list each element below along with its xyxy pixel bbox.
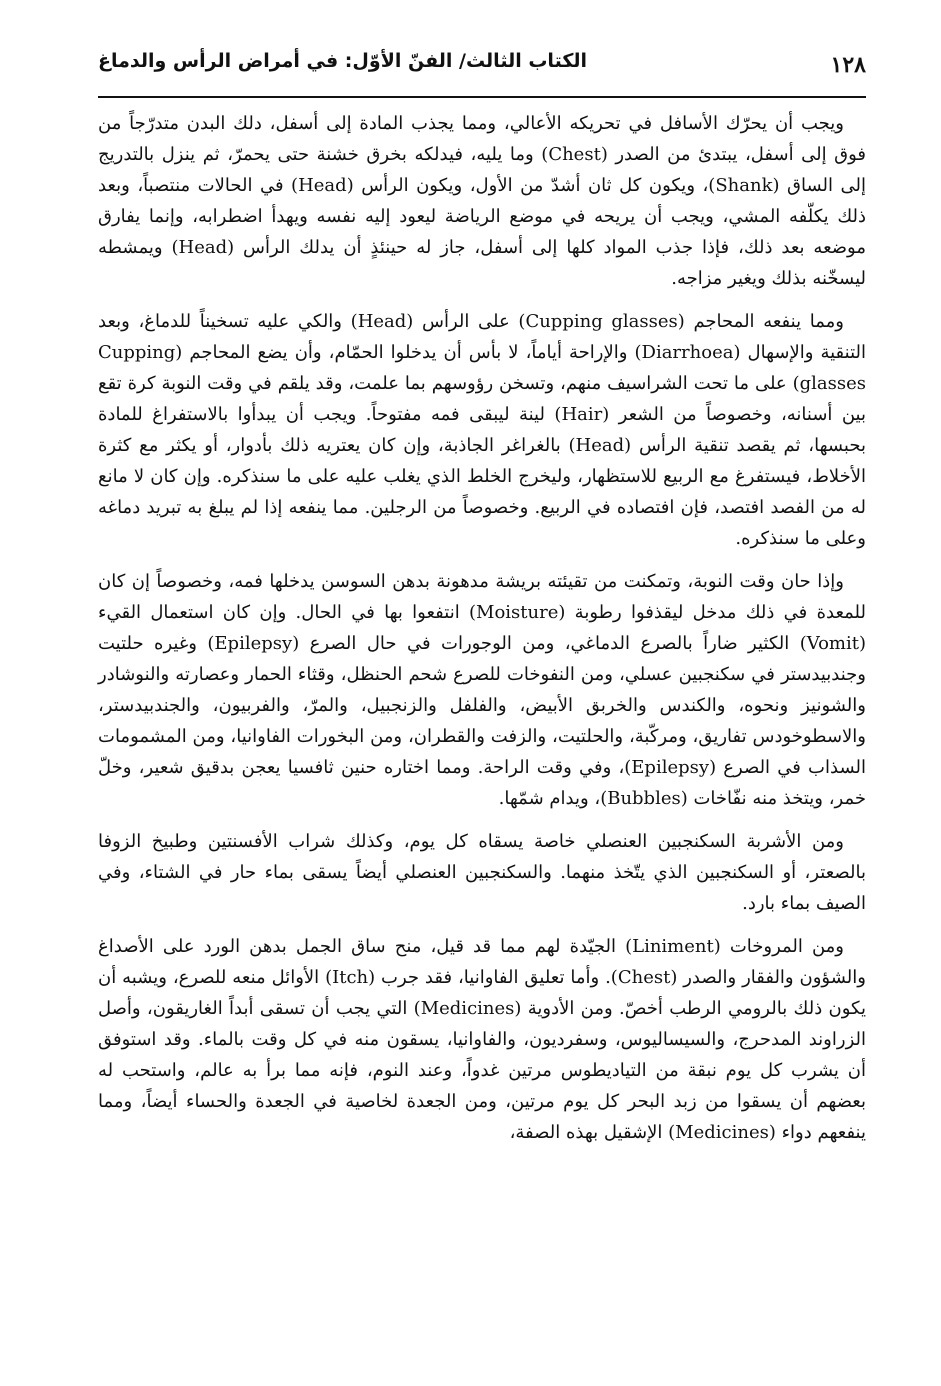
running-head: الكتاب الثالث/ الفنّ الأوّل: في أمراض الرأس والدماغ (98, 50, 588, 72)
paragraph: ويجب أن يحرّك الأسافل في تحريكه الأعالي، ومما يجذب المادة إلى أسفل، دلك البدن متدرّجاً من فوق إلى أسفل، يبتدئ من الصدر (Chest) وما يليه، فيدلكه بخرق خشنة حتى يحمرّ، ثم ينزل بالتدريج إلى الساق (Shank)، ويكون كل ثان أشدّ من الأول، ويكون الرأس (Head) في الحالات منتصباً، وبعد ذلك يكلّفه المشي، ويجب أن يريحه في موضع الرياضة ليعود إليه نفسه ويهدأ اضطرابه، وإنما يفارق موضعه بعد ذلك، فإذا جذب المواد كلها إلى أسفل، جاز له حينئذٍ أن يدلك الرأس (Head) ويمشطه ليسخّنه بذلك ويغير مزاجه. (98, 113, 866, 289)
paragraph: ومما ينفعه المحاجم (Cupping glasses) على الرأس (Head) والكي عليه تسخيناً للدماغ، وبعد التنقية والإسهال (Diarrhoea) والإراحة أياماً، لا بأس أن يدخلوا الحمّام، وأن يضع المحاجم (Cupping glasses) على ما تحت الشراسيف منهم، وتسخن رؤوسهم بما علمت، وقد يلقم في وقت النوبة كرة تقع بين أسنانه، وخصوصاً من الشعر (Hair) لينة ليبقى فمه مفتوحاً. ويجب أن يبدأوا بالاستفراغ للمادة بحبسها، ثم يقصد تنقية الرأس (Head) بالغراغر الجاذبة، وإن كان يعتريه ذلك بأدوار، أو يكثر مع كثرة الأخلاط، فيستفرغ مع الربيع للاستظهار، وليخرج الخلط الذي يغلب عليه على ما سنذكره. وإن كان لا مانع له من الفصد افتصد، فإن افتصاده في الربيع. وخصوصاً من الرجلين. مما ينفعه إذا لم يبلغ به تبريد دماغه وعلى ما سنذكره. (98, 311, 867, 549)
body-text (98, 108, 866, 1160)
paragraph: وإذا حان وقت النوبة، وتمكنت من تقيئته بريشة مدهونة بدهن السوسن يدخلها فمه، وخصوصاً إن كان للمعدة في ذلك مدخل ليقذفوا رطوبة (Moisture) انتفعوا بها في الحال. وإن كان استعمال القيء (Vomit) الكثير ضاراً بالصرع الدماغي، ومن الوجورات في حال الصرع (Epilepsy) وغيره حلتيت وجندبيدستر في سكنجبين عسلي، ومن النفوخات للصرع شحم الحنظل، وقثاء الحمار وعصارته والنوشادر والشونيز ونحوه، والكندس والخربق الأبيض، والفلفل والزنجبيل، والمرّ، والفربيون، والجندبيدستر، والاسطوخودس تفاريق، ومركّبة، والحلتيت، والزفت والقطران، ومن البخورات الفاوانيا، ومن المشمومات السذاب في الصرع (Epilepsy)، وفي وقت الراحة. ومما اختاره حنين ثافسيا يعجن بدقيق شعير، وخلّ خمر، ويتخذ منه نفّاخات (Bubbles)، ويدام شمّها. (98, 571, 867, 809)
page-number: ١٢٨ (830, 52, 866, 78)
page-header (98, 38, 866, 98)
paragraph: ومن الأشربة السكنجبين العنصلي خاصة يسقاه كل يوم، وكذلك شراب الأفسنتين وطبيخ الزوفا بالصعتر، أو السكنجبين الذي يتّخذ منهما. والسكنجبين العنصلي أيضاً يسقى بماء حار في الشتاء، وفي الصيف بماء بارد. (98, 831, 866, 914)
paragraph: ومن المروخات (Liniment) الجيّدة لهم مما قد قيل، منح ساق الجمل بدهن الورد على الأصداغ والشؤون والفقار والصدر (Chest). وأما تعليق الفاوانيا، فقد جرب (Itch) الأوائل منعه للصرع، ويشبه أن يكون ذلك بالرومي الرطب أخصّ. ومن الأدوية (Medicines) التي يجب أن تسقى أبداً الغاريقون، وأصل الزراوند المدحرج، والسيساليوس، وسفرديون، والفاوانيا، يسقون منه في كل وقت بالماء. وقد استوفق أن يشرب كل يوم نبقة من التياديطوس مرتين غدواً، وعند النوم، فإنه مما برأ به عالم، واستحب له بعضهم أن يسقوا من زبد البحر كل يوم مرتين، ومن الجعدة لخاصية في الجعدة والحساء أيضاً، ومما ينفعهم دواء (Medicines) الإشقيل بهذه الصفة، (98, 936, 866, 1143)
